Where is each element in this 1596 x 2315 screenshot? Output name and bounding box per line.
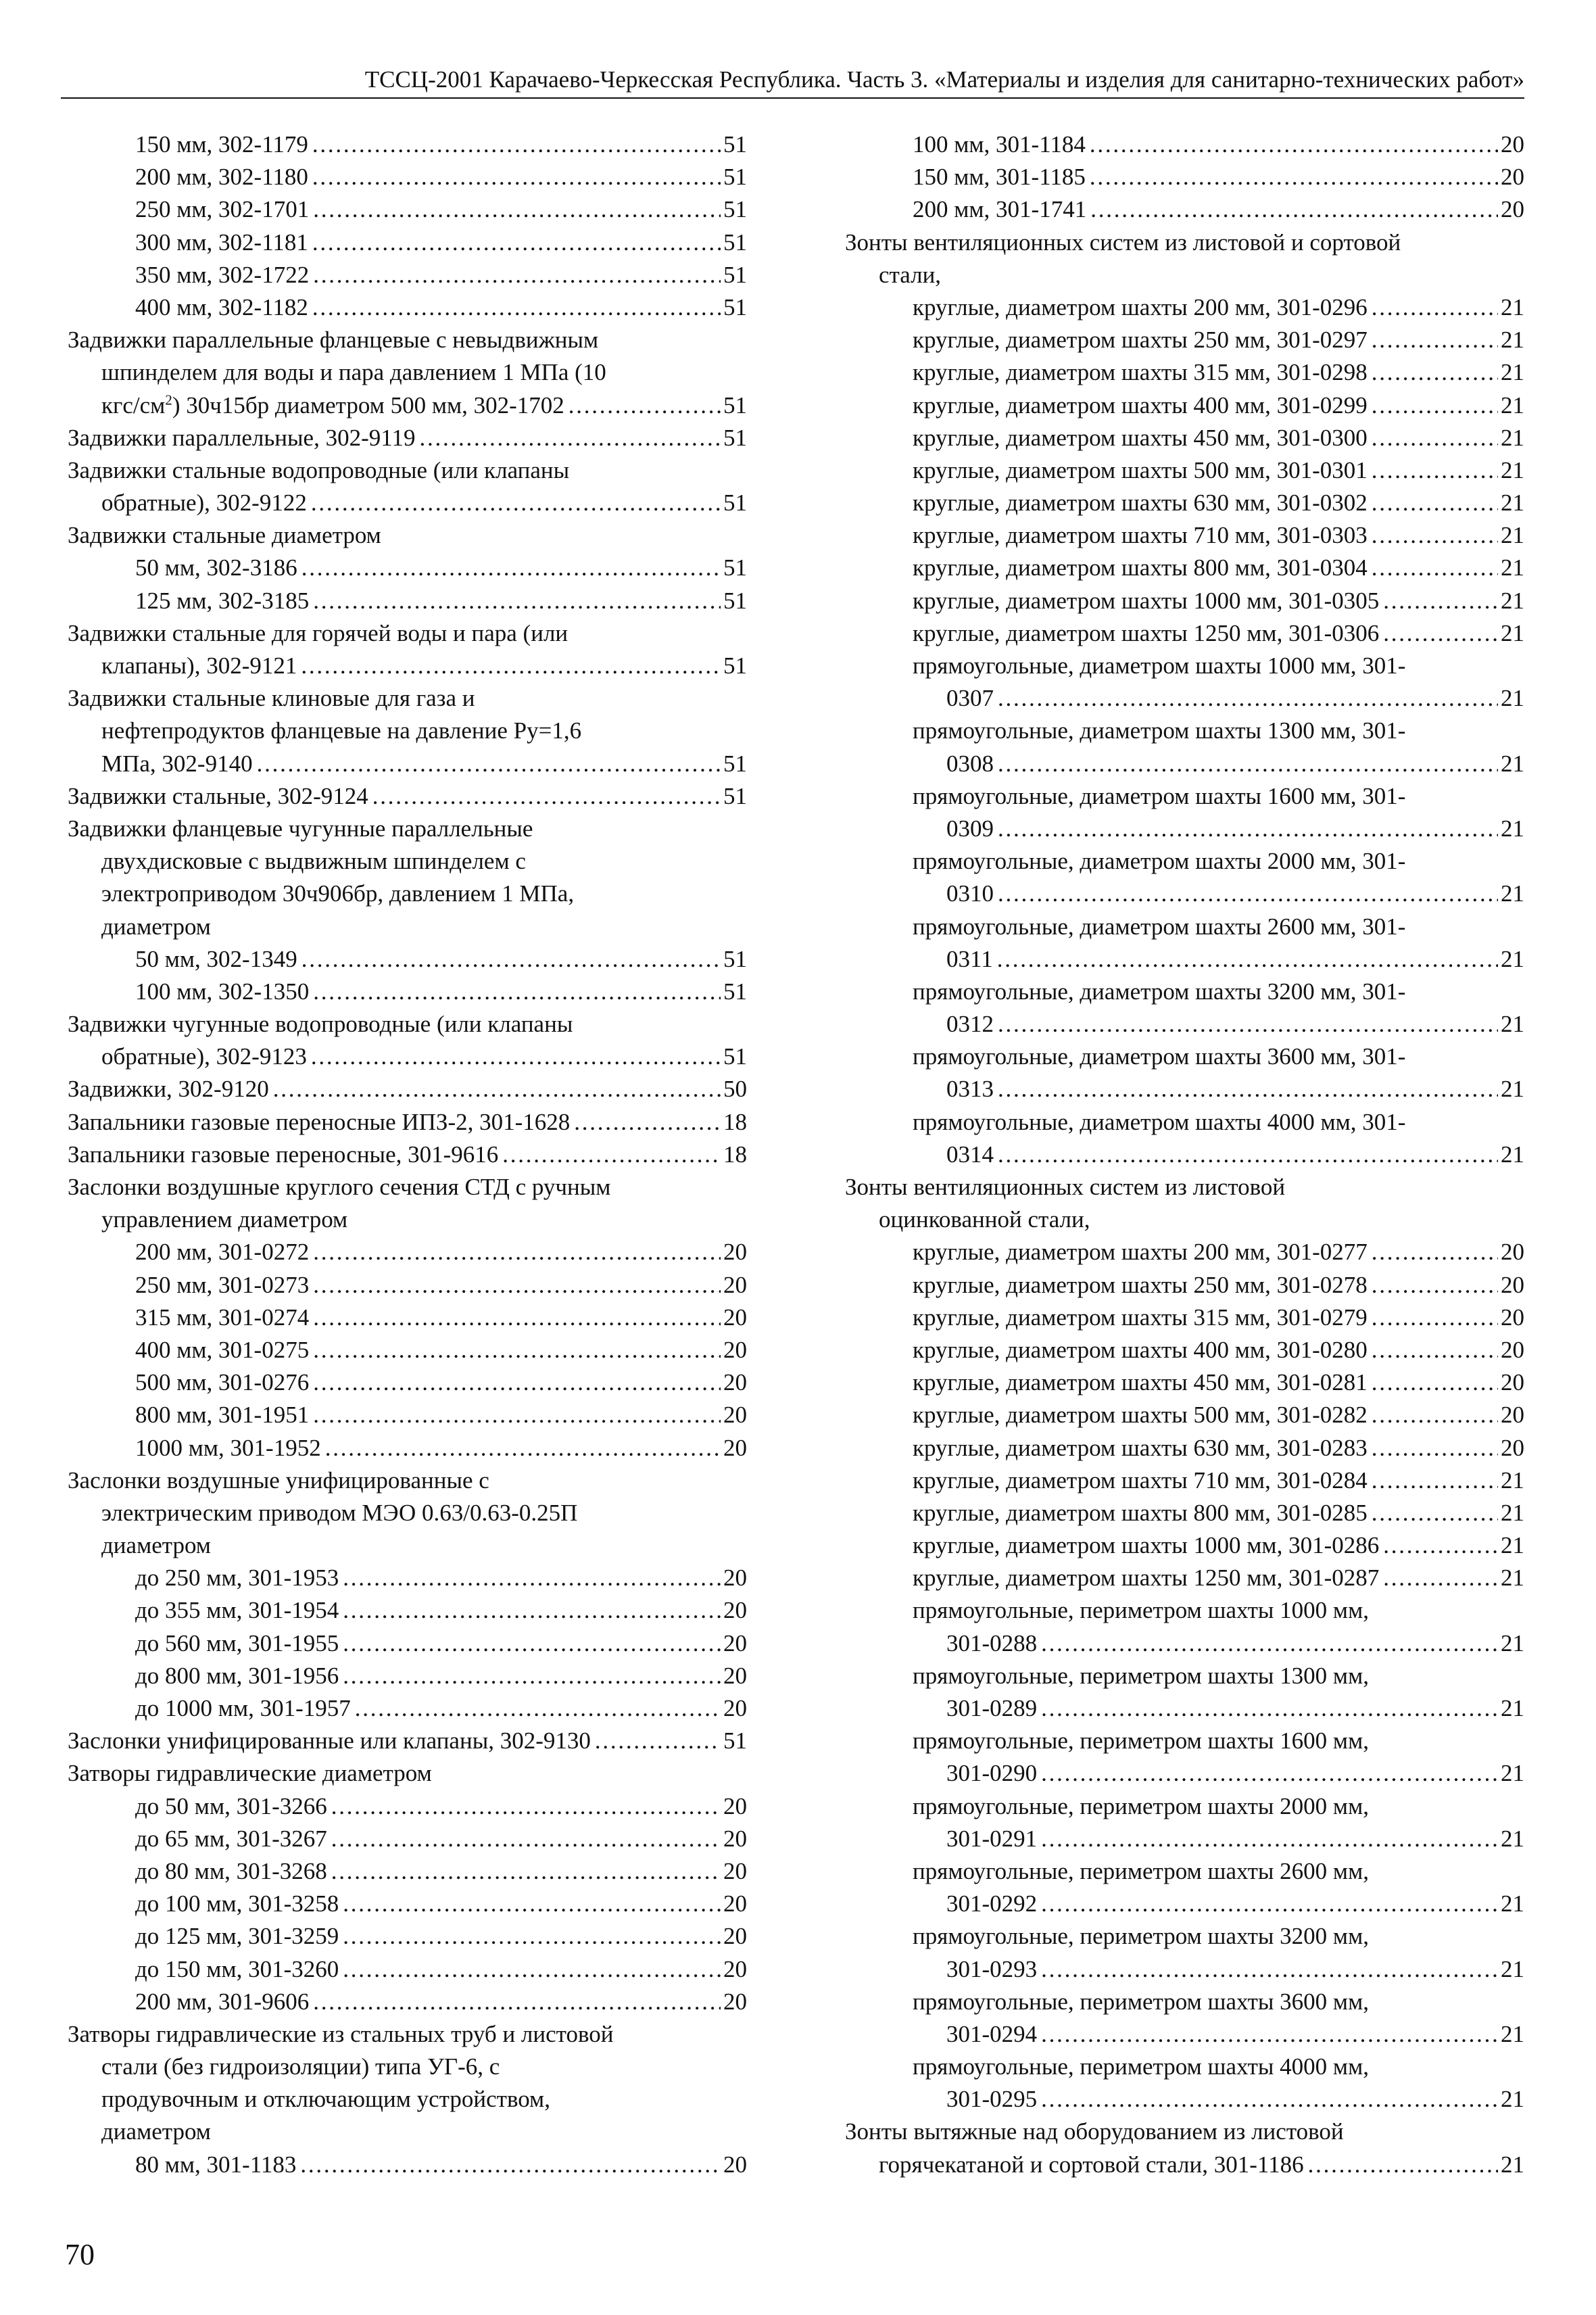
index-entry: круглые, диаметром шахты 1000 мм, 301-0286 . . . 21	[913, 1529, 1524, 1562]
index-column-left	[68, 128, 747, 2181]
index-entry: Задвижки стальные, 302-9124 . . . 51	[68, 780, 747, 813]
index-entry: 200 мм, 302-1180 . . . 51	[135, 161, 747, 193]
index-entry: Задвижки стальные водопроводные (или клапаны обратные), 302-9122 . . . 51	[68, 454, 747, 519]
index-entry: Задвижки стальные для горячей воды и пара (или клапаны), 302-9121 . . . 51	[68, 617, 747, 682]
index-entry: круглые, диаметром шахты 500 мм, 301-0301 . . . 21	[913, 454, 1524, 487]
index-subentries	[845, 291, 1524, 1171]
index-entry: до 250 мм, 301-1953 . . . 20	[135, 1562, 747, 1594]
index-entry: круглые, диаметром шахты 1250 мм, 301-0306 . . . 21	[913, 617, 1524, 650]
index-heading: Затворы гидравлические диаметром	[68, 1760, 432, 1787]
index-entry: 315 мм, 301-0274 . . . 20	[135, 1302, 747, 1334]
index-entry: Заслонки унифицированные или клапаны, 302-9130 . . . 51	[68, 1725, 747, 1757]
index-subentries	[68, 1790, 747, 2018]
index-entry: Задвижки параллельные, 302-9119 . . . 51	[68, 422, 747, 454]
index-entry: 150 мм, 301-1185 . . . 20	[913, 161, 1524, 193]
index-entry: прямоугольные, периметром шахты 1300 мм, 301-0289 . . . 21	[913, 1660, 1524, 1725]
index-entry: круглые, диаметром шахты 450 мм, 301-0281 . . . 20	[913, 1366, 1524, 1399]
index-entry: 800 мм, 301-1951 . . . 20	[135, 1399, 747, 1431]
index-entry: круглые, диаметром шахты 400 мм, 301-0299 . . . 21	[913, 389, 1524, 422]
index-entry: круглые, диаметром шахты 630 мм, 301-0283 . . . 20	[913, 1432, 1524, 1464]
index-entry: круглые, диаметром шахты 710 мм, 301-0303 . . . 21	[913, 519, 1524, 552]
index-entry: 200 мм, 301-9606 . . . 20	[135, 1986, 747, 2018]
index-heading: Зонты вентиляционных систем из листовой и сортовой стали,	[845, 229, 1401, 288]
index-entry: 250 мм, 302-1701 . . . 51	[135, 193, 747, 226]
index-entry: круглые, диаметром шахты 710 мм, 301-0284 . . . 21	[913, 1464, 1524, 1497]
index-entry: 200 мм, 301-1741 . . . 20	[913, 193, 1524, 226]
index-entry: до 125 мм, 301-3259 . . . 20	[135, 1920, 747, 1953]
index-entry: прямоугольные, диаметром шахты 3600 мм, 301- 0313 . . . 21	[913, 1041, 1524, 1105]
index-heading: Задвижки стальные диаметром	[68, 522, 381, 549]
index-entry: Зонты вытяжные над оборудованием из листовой горячекатаной и сортовой стали, 301-1186 . . . 21	[845, 2116, 1524, 2180]
index-entry: 50 мм, 302-1349 . . . 51	[135, 943, 747, 976]
index-entry: круглые, диаметром шахты 630 мм, 301-0302 . . . 21	[913, 487, 1524, 519]
index-subentries	[68, 1236, 747, 1464]
index-entry: 400 мм, 302-1182 . . . 51	[135, 291, 747, 324]
index-entry: до 100 мм, 301-3258 . . . 20	[135, 1888, 747, 1920]
index-entry: Задвижки, 302-9120 . . . 50	[68, 1073, 747, 1105]
index-entry: прямоугольные, периметром шахты 1000 мм, 301-0288 . . . 21	[913, 1594, 1524, 1659]
index-entry: прямоугольные, диаметром шахты 1600 мм, 301- 0309 . . . 21	[913, 780, 1524, 845]
index-heading: Зонты вентиляционных систем из листовой оцинкованной стали,	[845, 1174, 1286, 1233]
index-entry: Запальники газовые переносные, 301-9616 . . . 18	[68, 1139, 747, 1171]
index-entry: до 1000 мм, 301-1957 . . . 20	[135, 1692, 747, 1725]
index-entry: прямоугольные, диаметром шахты 1300 мм, 301- 0308 . . . 21	[913, 715, 1524, 780]
index-heading: Заслонки воздушные круглого сечения СТД с ручным управлением диаметром	[68, 1174, 611, 1233]
index-entry: круглые, диаметром шахты 400 мм, 301-0280 . . . 20	[913, 1334, 1524, 1366]
index-subentries	[68, 128, 747, 324]
index-entry: до 80 мм, 301-3268 . . . 20	[135, 1855, 747, 1888]
index-entry: Задвижки чугунные водопроводные (или клапаны обратные), 302-9123 . . . 51	[68, 1008, 747, 1073]
index-entry: 50 мм, 302-3186 . . . 51	[135, 552, 747, 584]
index-entry: 150 мм, 302-1179 . . . 51	[135, 128, 747, 161]
index-entry: 200 мм, 301-0272 . . . 20	[135, 1236, 747, 1268]
index-subentries	[845, 128, 1524, 226]
index-subentries	[845, 1236, 1524, 2116]
index-entry: 100 мм, 302-1350 . . . 51	[135, 976, 747, 1008]
index-entry: круглые, диаметром шахты 315 мм, 301-0279 . . . 20	[913, 1302, 1524, 1334]
index-entry: круглые, диаметром шахты 500 мм, 301-0282 . . . 20	[913, 1399, 1524, 1431]
index-entry: 500 мм, 301-0276 . . . 20	[135, 1366, 747, 1399]
index-entry: прямоугольные, периметром шахты 3200 мм, 301-0293 . . . 21	[913, 1920, 1524, 1985]
index-entry: до 355 мм, 301-1954 . . . 20	[135, 1594, 747, 1627]
index-entry: прямоугольные, периметром шахты 2000 мм, 301-0291 . . . 21	[913, 1790, 1524, 1855]
index-entry: круглые, диаметром шахты 800 мм, 301-0304 . . . 21	[913, 552, 1524, 584]
index-entry: 350 мм, 302-1722 . . . 51	[135, 259, 747, 291]
index-heading: Затворы гидравлические из стальных труб и листовой стали (без гидроизоляции) типа УГ-6, с продувочным и отключающим устройством, диаметром	[68, 2020, 614, 2145]
index-heading: Заслонки воздушные унифицированные с электрическим приводом МЭО 0.63/0.63-0.25П диаметром	[68, 1466, 578, 1559]
index-entry: до 800 мм, 301-1956 . . . 20	[135, 1660, 747, 1692]
running-header: ТССЦ-2001 Карачаево-Черкесская Республика. Часть 3. «Материалы и изделия для санитарно-технических работ»	[61, 65, 1524, 99]
index-entry: круглые, диаметром шахты 250 мм, 301-0297 . . . 21	[913, 324, 1524, 356]
index-entry: 80 мм, 301-1183 . . . 20	[135, 2149, 747, 2181]
index-entry: круглые, диаметром шахты 450 мм, 301-0300 . . . 21	[913, 422, 1524, 454]
index-entry: круглые, диаметром шахты 200 мм, 301-0277 . . . 20	[913, 1236, 1524, 1268]
index-entry: прямоугольные, диаметром шахты 3200 мм, 301- 0312 . . . 21	[913, 976, 1524, 1041]
index-heading: Задвижки фланцевые чугунные параллельные двухдисковые с выдвижным шпинделем с электроприводом 30ч906бр, давлением 1 МПа, диаметром	[68, 815, 575, 940]
index-entry: Запальники газовые переносные ИПЗ-2, 301-1628 . . . 18	[68, 1106, 747, 1139]
index-entry: 125 мм, 302-3185 . . . 51	[135, 585, 747, 617]
index-entry: 400 мм, 301-0275 . . . 20	[135, 1334, 747, 1366]
index-entry: прямоугольные, периметром шахты 4000 мм, 301-0295 . . . 21	[913, 2051, 1524, 2116]
index-entry: круглые, диаметром шахты 1000 мм, 301-0305 . . . 21	[913, 585, 1524, 617]
index-subentries	[68, 943, 747, 1008]
index-entry: круглые, диаметром шахты 250 мм, 301-0278 . . . 20	[913, 1269, 1524, 1302]
index-entry: прямоугольные, диаметром шахты 2000 мм, 301- 0310 . . . 21	[913, 845, 1524, 910]
index-entry: прямоугольные, периметром шахты 3600 мм, 301-0294 . . . 21	[913, 1986, 1524, 2051]
index-entry: прямоугольные, диаметром шахты 1000 мм, 301- 0307 . . . 21	[913, 650, 1524, 715]
index-subentries	[68, 1562, 747, 1725]
index-subentries	[68, 552, 747, 617]
index-entry: прямоугольные, периметром шахты 1600 мм, 301-0290 . . . 21	[913, 1725, 1524, 1790]
index-entry: круглые, диаметром шахты 200 мм, 301-0296 . . . 21	[913, 291, 1524, 324]
index-subentries	[68, 2149, 747, 2181]
index-entry: прямоугольные, периметром шахты 2600 мм, 301-0292 . . . 21	[913, 1855, 1524, 1920]
index-entry: прямоугольные, диаметром шахты 4000 мм, 301- 0314 . . . 21	[913, 1106, 1524, 1171]
page-number: 70	[65, 2238, 95, 2271]
index-entry: прямоугольные, диаметром шахты 2600 мм, 301- 0311 . . . 21	[913, 911, 1524, 976]
index-entry: 250 мм, 301-0273 . . . 20	[135, 1269, 747, 1302]
index-entry: до 560 мм, 301-1955 . . . 20	[135, 1627, 747, 1660]
index-entry: 100 мм, 301-1184 . . . 20	[913, 128, 1524, 161]
index-column-right	[845, 128, 1524, 2181]
index-entry: Задвижки стальные клиновые для газа и нефтепродуктов фланцевые на давление Ру=1,6 МПа, 302-9140 . . . 51	[68, 682, 747, 780]
index-entry: круглые, диаметром шахты 800 мм, 301-0285 . . . 21	[913, 1497, 1524, 1529]
index-entry: до 50 мм, 301-3266 . . . 20	[135, 1790, 747, 1823]
index-entry: круглые, диаметром шахты 315 мм, 301-0298 . . . 21	[913, 356, 1524, 389]
index-entry: Задвижки параллельные фланцевые с невыдвижным шпинделем для воды и пара давлением 1 МПа (10 кгс/$см^2$) 30ч15бр диаметром 500 мм, 302-1702 . . . 51	[68, 324, 747, 422]
index-entry: круглые, диаметром шахты 1250 мм, 301-0287 . . . 21	[913, 1562, 1524, 1594]
index-entry: до 150 мм, 301-3260 . . . 20	[135, 1953, 747, 1986]
index-entry: до 65 мм, 301-3267 . . . 20	[135, 1823, 747, 1855]
index-entry: 1000 мм, 301-1952 . . . 20	[135, 1432, 747, 1464]
index-entry: 300 мм, 302-1181 . . . 51	[135, 226, 747, 259]
